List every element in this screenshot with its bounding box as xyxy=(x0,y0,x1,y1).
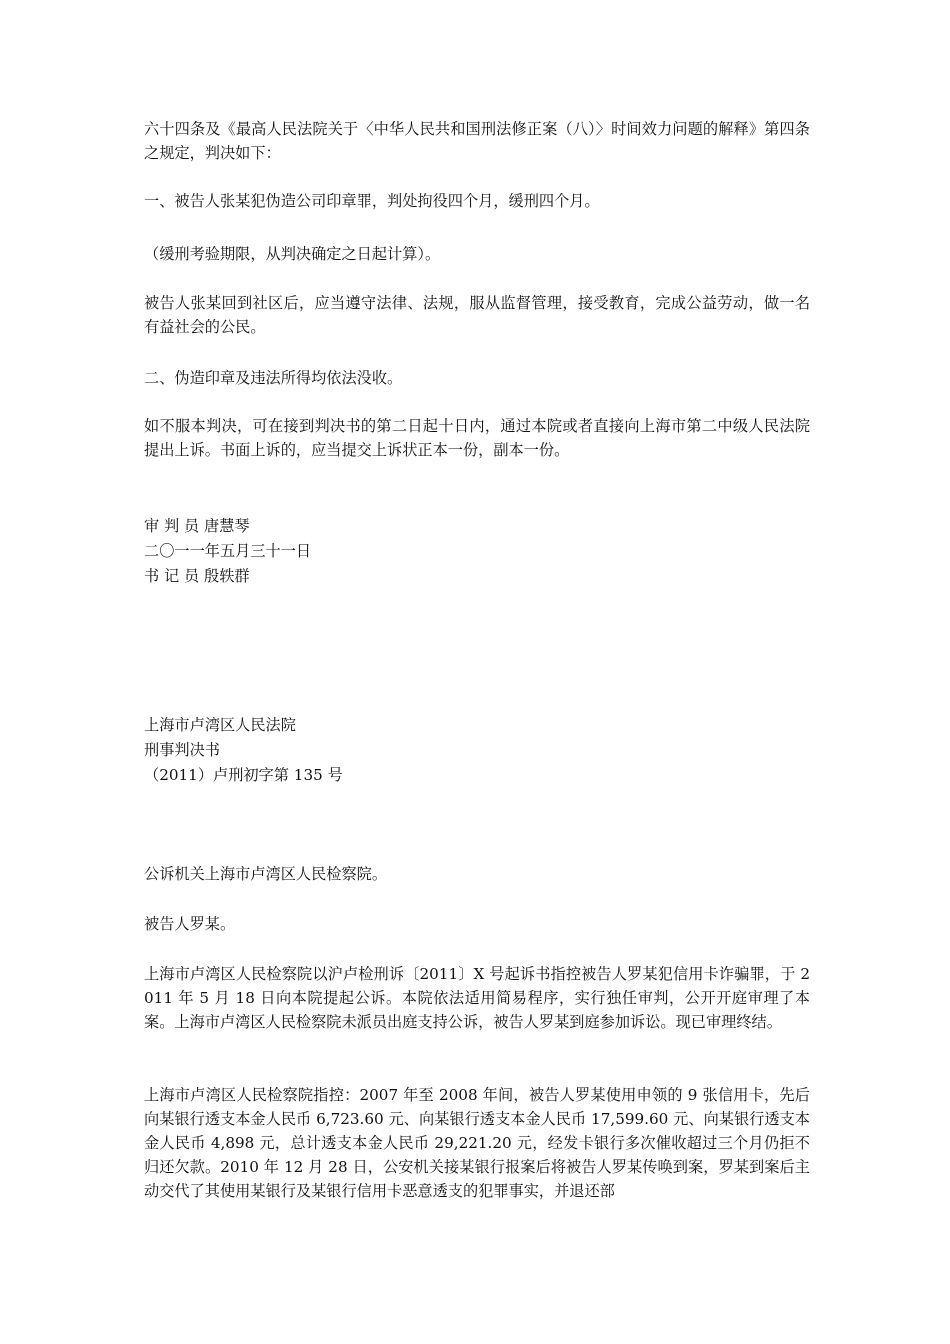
case-number: （2011）卢刑初字第 135 号 xyxy=(144,766,343,784)
paragraph-defendant: 被告人罗某。 xyxy=(144,915,236,933)
paragraph-community: 被告人张某回到社区后，应当遵守法律、法规，服从监督管理，接受教育，完成公益劳动，做一名有益社会的公民。 xyxy=(144,294,810,336)
judge-signature: 审 判 员 唐慧琴 xyxy=(144,517,250,535)
court-name: 上海市卢湾区人民法院 xyxy=(144,716,296,734)
paragraph-verdict-one: 一、被告人张某犯伪造公司印章罪，判处拘役四个月，缓刑四个月。 xyxy=(144,192,600,210)
paragraph-prosecutor: 公诉机关上海市卢湾区人民检察院。 xyxy=(144,865,387,883)
document-type: 刑事判决书 xyxy=(144,741,220,759)
paragraph-verdict-two: 二、伪造印章及违法所得均依法没收。 xyxy=(144,369,403,387)
paragraph-charges: 上海市卢湾区人民检察院指控：2007 年至 2008 年间，被告人罗某使用申领的 9 张信用卡，先后向某银行透支本金人民币 6,723.60 元、向某银行透支本金人民币 17,599.60 元、向某银行透支本金人民币 4,898 元，总计透支本金人民币 29,221.20 元，经发卡银行多次催收超过三个月仍拒不归还欠款。2010 年 12 月 28 日，公安机关接某银行报案后将被告人罗某传唤到案，罗某到案后主动交代了其使用某银行及某银行信用卡恶意透支的犯罪事实，并退还部 xyxy=(144,1086,810,1200)
paragraph-appeal: 如不服本判决，可在接到判决书的第二日起十日内，通过本院或者直接向上海市第二中级人民法院提出上诉。书面上诉的，应当提交上诉状正本一份，副本一份。 xyxy=(144,417,810,459)
paragraph-procedure: 上海市卢湾区人民检察院以沪卢检刑诉〔2011〕X 号起诉书指控被告人罗某犯信用卡诈骗罪，于 2011 年 5 月 18 日向本院提起公诉。本院依法适用简易程序，实行独任审判，公开开庭审理了本案。上海市卢湾区人民检察院未派员出庭支持公诉，被告人罗某到庭参加诉讼。现已审理终结。 xyxy=(144,965,810,1031)
paragraph-probation: （缓刑考验期限，从判决确定之日起计算）。 xyxy=(144,245,441,263)
paragraph-intro: 六十四条及《最高人民法院关于〈中华人民共和国刑法修正案（八）〉时间效力问题的解释》第四条之规定，判决如下： xyxy=(144,120,810,162)
clerk-signature: 书 记 员 殷轶群 xyxy=(144,567,250,585)
judgment-date: 二〇一一年五月三十一日 xyxy=(144,542,312,560)
